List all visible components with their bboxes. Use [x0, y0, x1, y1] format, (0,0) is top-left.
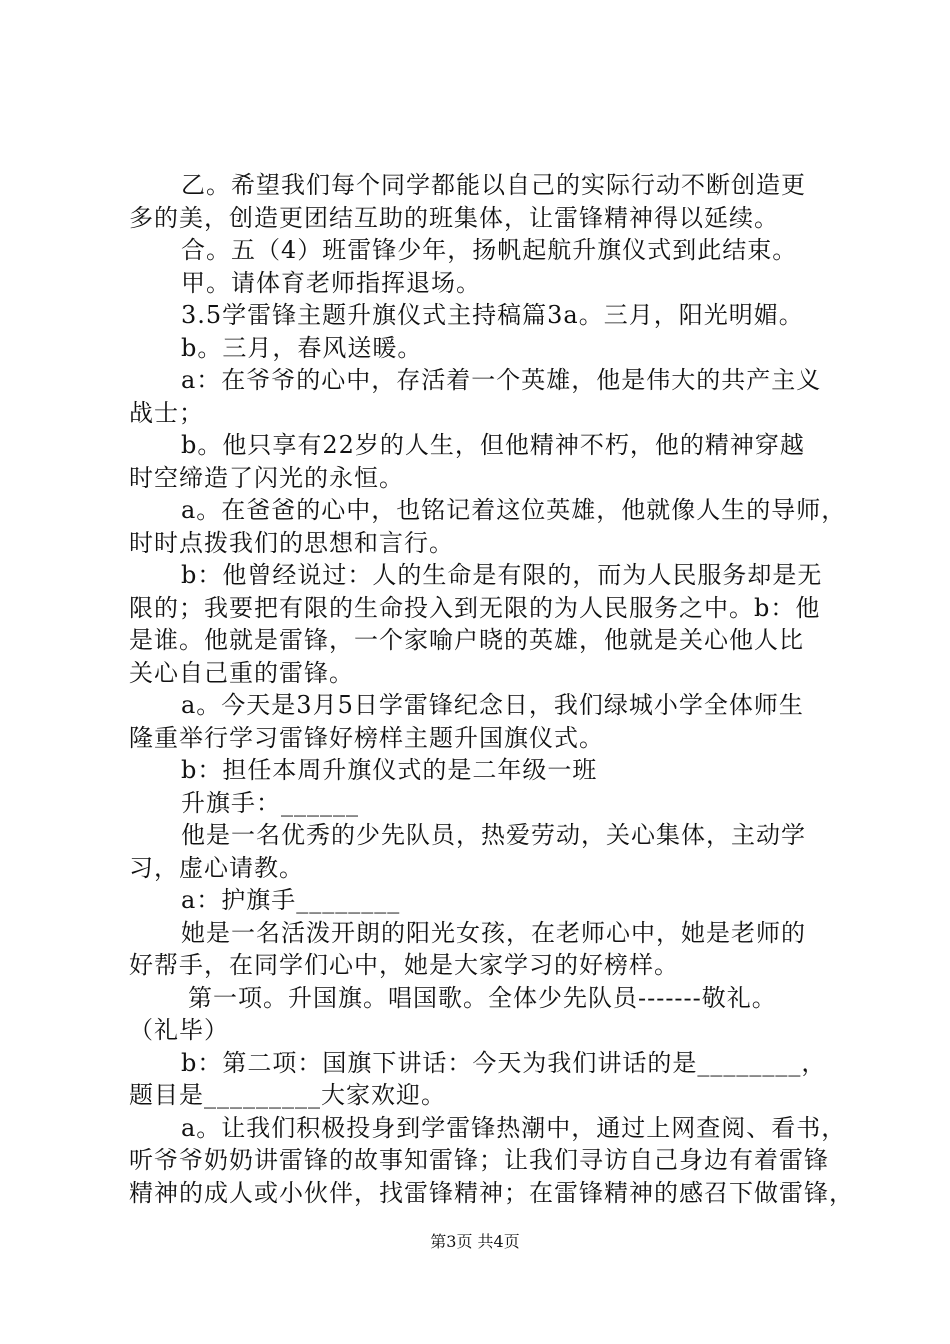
- text-line: 多的美，创造更团结互助的班集体，让雷锋精神得以延续。: [129, 203, 779, 232]
- text-line: 关心自己重的雷锋。: [129, 658, 354, 687]
- text-line: 是谁。他就是雷锋，一个家喻户晓的英雄，他就是关心他人比: [129, 626, 804, 654]
- text-line: 合。五（4）班雷锋少年，扬帆起航升旗仪式到此结束。: [181, 236, 798, 264]
- text-line: a。在爸爸的心中，也铭记着这位英雄，他就像人生的导师，: [181, 496, 847, 524]
- text-line: （礼毕）: [129, 1016, 229, 1044]
- text-line: 习，虚心请教。: [129, 853, 304, 882]
- text-line: 题目是_________大家欢迎。: [129, 1081, 446, 1109]
- text-line: b。他只享有22岁的人生，但他精神不朽，他的精神穿越: [181, 431, 805, 459]
- text-line: 时空缔造了闪光的永恒。: [129, 463, 404, 492]
- text-line: 听爷爷奶奶讲雷锋的故事知雷锋；让我们寻访自己身边有着雷锋: [129, 1146, 829, 1174]
- text-line: 乙。希望我们每个同学都能以自己的实际行动不断创造更: [181, 171, 806, 199]
- text-line: 精神的成人或小伙伴，找雷锋精神；在雷锋精神的感召下做雷锋，: [129, 1178, 854, 1207]
- text-line: 第一项。升国旗。唱国歌。全体少先队员-------敬礼。: [188, 983, 777, 1012]
- text-line: b：第二项：国旗下讲话：今天为我们讲话的是________，: [181, 1048, 827, 1077]
- text-line: 限的；我要把有限的生命投入到无限的为人民服务之中。b：他: [129, 593, 821, 622]
- text-line: b。三月，春风送暖。: [181, 333, 423, 362]
- text-line: a。今天是3月5日学雷锋纪念日，我们绿城小学全体师生: [181, 691, 804, 719]
- text-line: 他是一名优秀的少先队员，热爱劳动，关心集体，主动学: [181, 821, 806, 849]
- text-line: 甲。请体育老师指挥退场。: [181, 268, 481, 297]
- text-line: 隆重举行学习雷锋好榜样主题升国旗仪式。: [129, 723, 604, 752]
- text-line: 战士；: [129, 398, 204, 427]
- text-line: 升旗手：______: [181, 788, 359, 817]
- text-line: b：担任本周升旗仪式的是二年级一班: [181, 756, 598, 784]
- text-line: a：护旗手________: [181, 886, 401, 914]
- text-line: b：他曾经说过：人的生命是有限的，而为人民服务却是无: [181, 561, 823, 589]
- text-line: 时时点拨我们的思想和言行。: [129, 528, 454, 557]
- text-line: 她是一名活泼开朗的阳光女孩，在老师心中，她是老师的: [181, 918, 806, 947]
- page-number-footer: 第3页 共4页: [430, 1232, 520, 1251]
- text-line: 好帮手，在同学们心中，她是大家学习的好榜样。: [129, 951, 679, 979]
- text-line: a。让我们积极投身到学雷锋热潮中，通过上网查阅、看书，: [181, 1113, 847, 1142]
- text-line: 3.5学雷锋主题升旗仪式主持稿篇3a。三月，阳光明媚。: [181, 301, 804, 329]
- text-line: a：在爷爷的心中，存活着一个英雄，他是伟大的共产主义: [181, 366, 822, 394]
